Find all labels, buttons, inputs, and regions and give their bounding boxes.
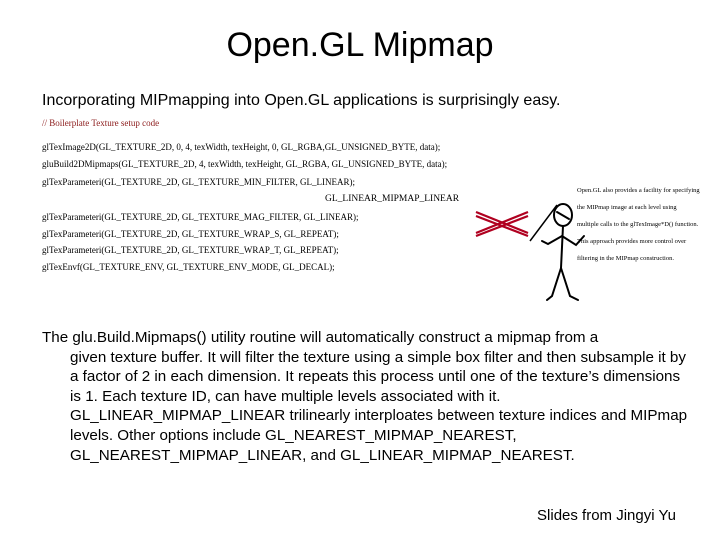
code-line: glTexParameteri(GL_TEXTURE_2D, GL_TEXTURE_MIN_FILTER, GL_LINEAR); <box>42 177 355 187</box>
constant-linear-mipmap-nearest: GL_LINEAR_MIPMAP_NEAREST <box>340 446 571 464</box>
code-line: gluBuild2DMipmaps(GL_TEXTURE_2D, 4, texWidth, texHeight, GL_RGBA, GL_UNSIGNED_BYTE, data); <box>42 159 448 169</box>
slide-title: Open.GL Mipmap <box>226 26 494 64</box>
credit-text: Slides from Jingyi Yu <box>537 507 676 524</box>
side-note-line: the MIPmap image at each level using <box>577 204 677 211</box>
explanation-paragraph <box>42 328 692 465</box>
code-line: glTexParameteri(GL_TEXTURE_2D, GL_TEXTURE_MAG_FILTER, GL_LINEAR); <box>42 212 359 222</box>
side-note-line: This approach provides more control over <box>577 238 687 245</box>
code-comment: // Boilerplate Texture setup code <box>42 118 160 128</box>
red-x-mark <box>476 212 528 236</box>
code-line: glTexImage2D(GL_TEXTURE_2D, 0, 4, texWidth, texHeight, 0, GL_RGBA,GL_UNSIGNED_BYTE, data); <box>42 142 441 152</box>
code-line: glTexEnvf(GL_TEXTURE_ENV, GL_TEXTURE_ENV_MODE, GL_DECAL); <box>42 262 335 272</box>
paragraph-text: given texture buffer. It will filter the texture using a simple box filter and then subsample it by a factor of 2 in each dimension. It repeats this process until one of the texture’s dimensions is 1. Each texture ID, can have multiple levels associated with it. <box>70 348 686 405</box>
paragraph-text: , and <box>302 446 341 464</box>
paragraph-first-line: The glu.Build.Mipmaps() utility routine will automatically construct a mipmap from a <box>42 329 599 346</box>
side-note-line: multiple calls to the glTexImage*D() function. <box>577 221 699 228</box>
intro-text: Incorporating MIPmapping into Open.GL applications is surprisingly easy. <box>42 92 561 109</box>
pointer-stick <box>530 205 557 241</box>
code-line: glTexParameteri(GL_TEXTURE_2D, GL_TEXTURE_WRAP_T, GL_REPEAT); <box>42 245 339 255</box>
constant-nearest-mipmap-linear: GL_NEAREST_MIPMAP_LINEAR <box>70 446 303 464</box>
constant-linear-mipmap-linear: GL_LINEAR_MIPMAP_LINEAR <box>70 407 286 425</box>
paragraph-text: . <box>570 446 575 464</box>
paragraph-text: trilinearly interploates between texture indices and MIPmap levels. Other options include <box>70 407 688 444</box>
side-note-line: Open.GL also provides a facility for specifying <box>577 187 700 194</box>
paragraph-body <box>42 348 692 466</box>
paragraph-text: , <box>512 426 517 444</box>
side-note-line: filtering in the MIPmap construction. <box>577 255 674 262</box>
code-line: glTexParameteri(GL_TEXTURE_2D, GL_TEXTURE_WRAP_S, GL_REPEAT); <box>42 229 339 239</box>
constant-nearest-mipmap-nearest: GL_NEAREST_MIPMAP_NEAREST <box>265 426 513 444</box>
code-insertion: GL_LINEAR_MIPMAP_LINEAR <box>325 194 460 204</box>
stick-figure <box>542 204 584 300</box>
